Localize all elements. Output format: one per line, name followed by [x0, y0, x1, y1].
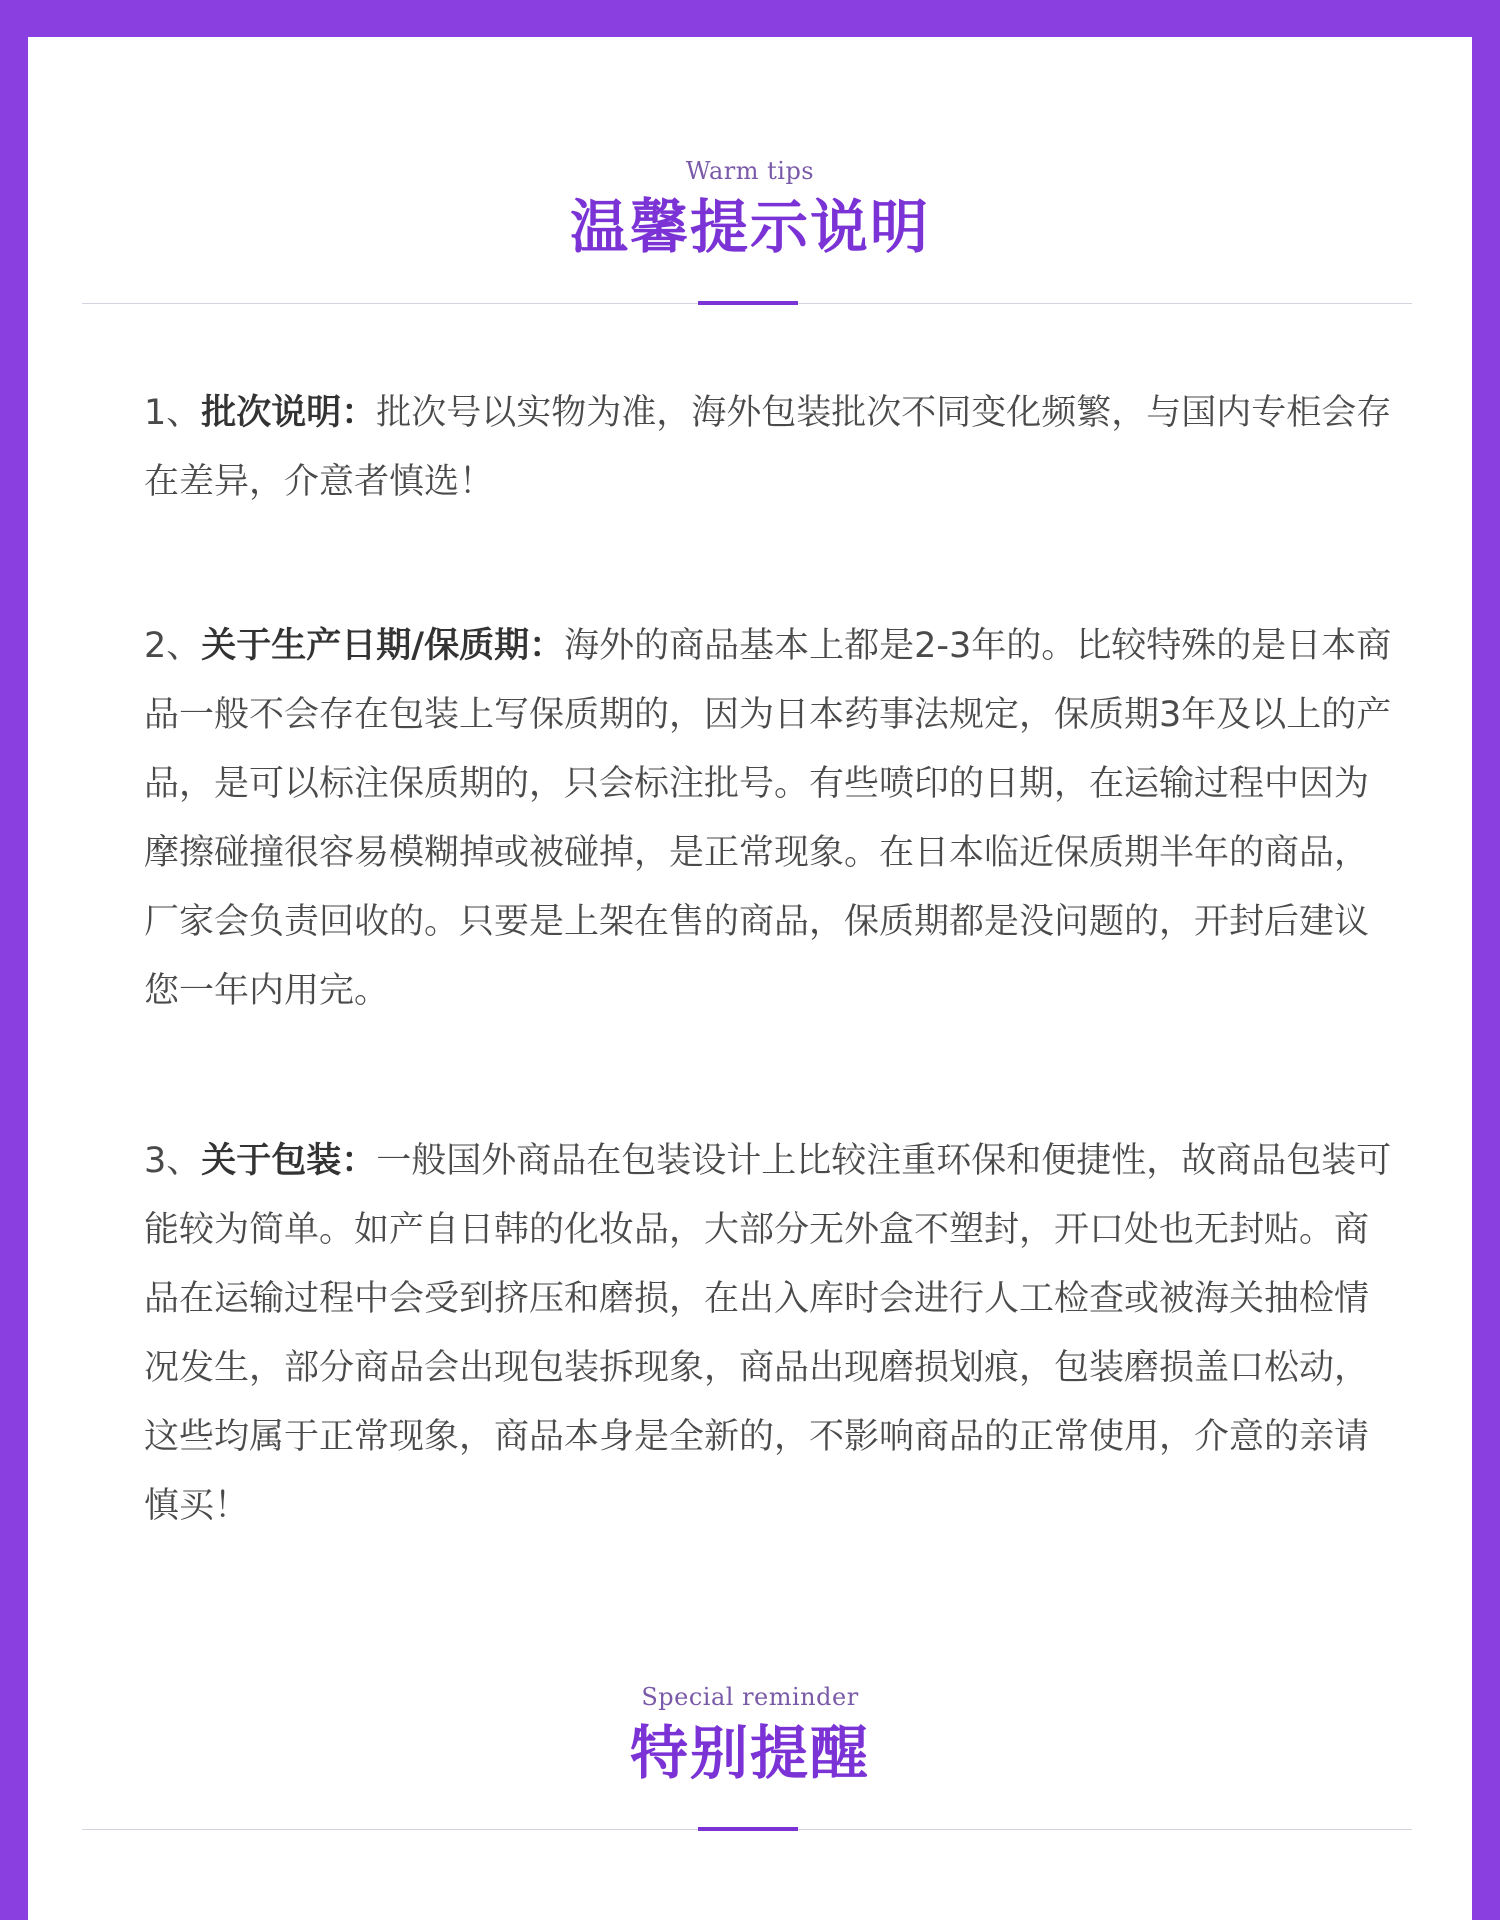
tip-body: 批次号以实物为准，海外包装批次不同变化频繁，与国内专柜会存在差异，介意者慎选！ — [144, 393, 1392, 502]
special-reminder-title: 特别提醒 — [629, 1719, 870, 1787]
tip-number: 3、 — [144, 1141, 202, 1181]
content-card — [28, 37, 1472, 1920]
warm-tips-title: 温馨提示说明 — [569, 193, 930, 261]
tip-heading: 批次说明： — [201, 393, 377, 433]
special-reminder-divider-accent — [698, 1827, 798, 1831]
tip-heading: 关于包装： — [201, 1141, 377, 1181]
tip-heading: 关于生产日期/保质期： — [201, 626, 565, 666]
warm-tips-header — [28, 157, 1472, 263]
tip-body: 海外的商品基本上都是2-3年的。比较特殊的是日本商品一般不会存在包装上写保质期的，因为日本药事法规定，保质期3年及以上的产品，是可以标注保质期的，只会标注批号。有些喷印的日期，在运输过程中因为摩擦碰撞很容易模糊掉或被碰掉，是正常现象。在日本临近保质期半年的商品，厂家会负责回收的。只要是上架在售的商品，保质期都是没问题的，开封后建议您一年内用完。 — [144, 626, 1392, 1011]
tip-number: 1、 — [144, 393, 202, 433]
warm-tips-subtitle: Warm tips — [685, 157, 815, 185]
tip-number: 2、 — [144, 626, 202, 666]
tip-item-expiry — [144, 612, 1394, 1026]
tip-item-packaging — [144, 1127, 1394, 1541]
special-reminder-header — [28, 1683, 1472, 1789]
tip-body: 一般国外商品在包装设计上比较注重环保和便捷性，故商品包装可能较为简单。如产自日韩的化妆品，大部分无外盒不塑封，开口处也无封贴。商品在运输过程中会受到挤压和磨损，在出入库时会进行人工检查或被海关抽检情况发生，部分商品会出现包装拆现象，商品出现磨损划痕，包装磨损盖口松动，这些均属于正常现象，商品本身是全新的，不影响商品的正常使用，介意的亲请慎买！ — [144, 1141, 1392, 1526]
tip-item-batch — [144, 379, 1394, 517]
warm-tips-divider-accent — [698, 301, 798, 305]
special-reminder-subtitle: Special reminder — [641, 1683, 859, 1711]
